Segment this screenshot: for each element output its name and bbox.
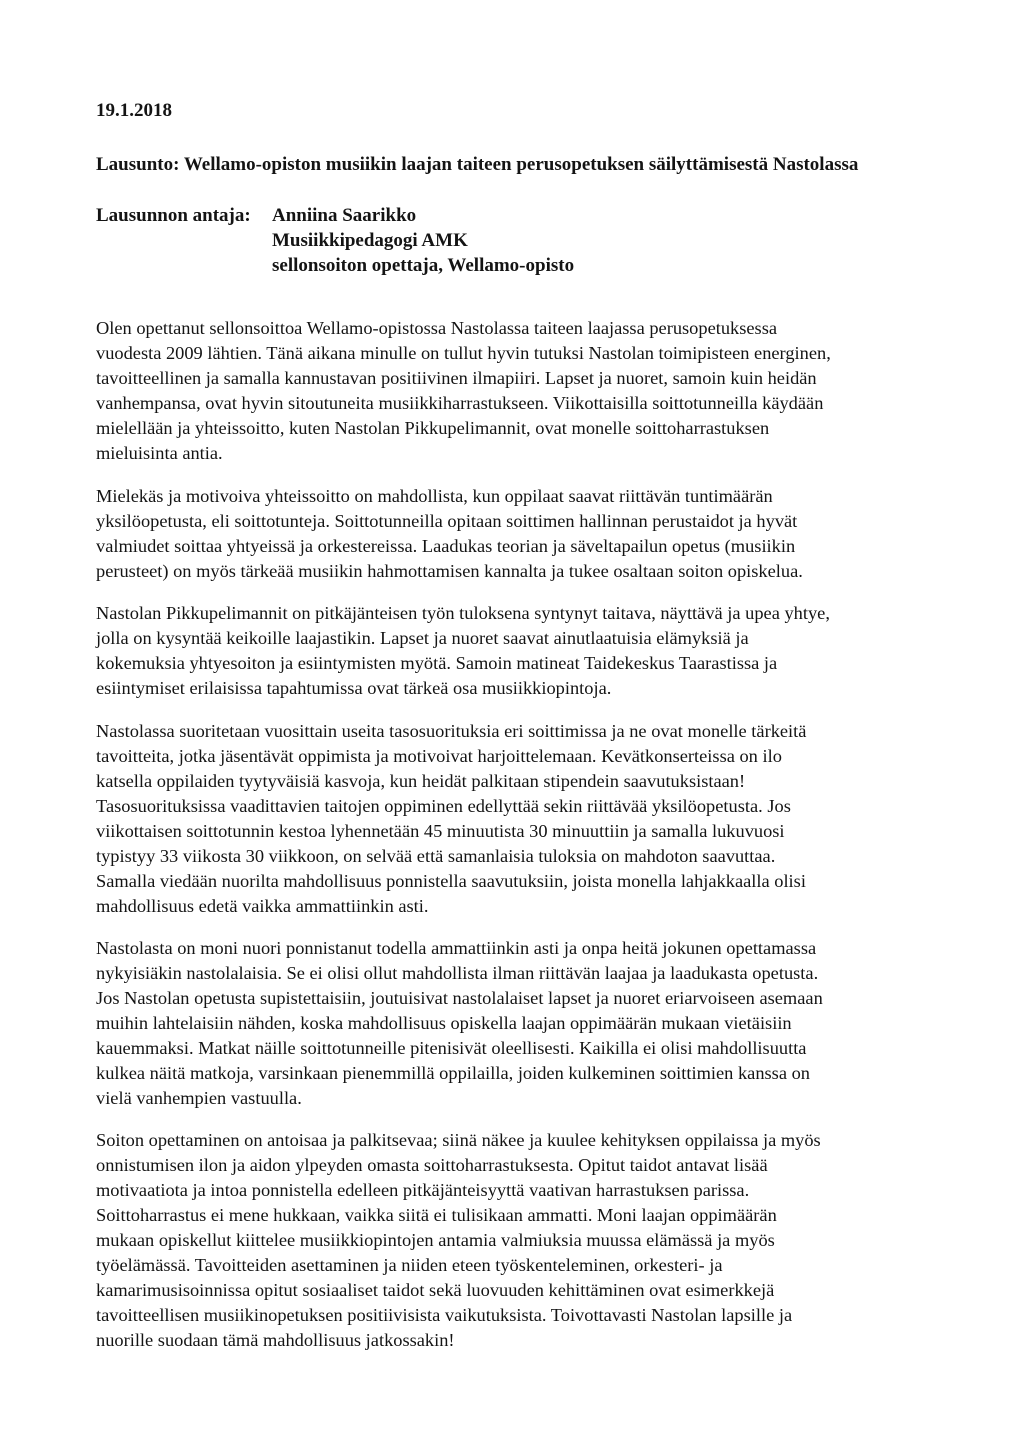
paragraph-line: Jos Nastolan opetusta supistettaisiin, joutuisivat nastolalaiset lapset ja nuoret eriarvoiseen asemaan: [96, 988, 823, 1008]
paragraph: [96, 719, 936, 919]
paragraph-line: mieluisinta antia.: [96, 443, 223, 463]
paragraph-line: vanhempansa, ovat hyvin sitoutuneita musiikkiharrastukseen. Viikottaisilla soittotunneilla käydään: [96, 393, 824, 413]
paragraph-line: Olen opettanut sellonsoittoa Wellamo-opistossa Nastolassa taiteen laajassa perusopetuksessa: [96, 318, 778, 338]
paragraph-line: muihin lahtelaisiin nähden, koska mahdollisuus opiskella laajan oppimäärän mukaan vietäisiin: [96, 1013, 792, 1033]
paragraph-line: Nastolan Pikkupelimannit on pitkäjänteisen työn tuloksena syntynyt taitava, näyttävä ja upea yhtye,: [96, 603, 830, 623]
paragraph-line: vuodesta 2009 lähtien. Tänä aikana minulle on tullut hyvin tutuksi Nastolan toimipisteen energinen,: [96, 343, 831, 363]
paragraph-line: tavoitteita, jotka jäsentävät oppimista ja motivoivat harjoittelemaan. Kevätkonserteissa on ilo: [96, 746, 782, 766]
paragraph: [96, 1128, 936, 1353]
statement-giver-block: [96, 203, 574, 278]
paragraph: [96, 484, 936, 584]
paragraph-line: Samalla viedään nuorilta mahdollisuus ponnistella saavutuksiin, joista monella lahjakkaalla olisi: [96, 871, 806, 891]
paragraph-line: Soiton opettaminen on antoisaa ja palkitsevaa; siinä näkee ja kuulee kehityksen oppilaissa ja myös: [96, 1130, 821, 1150]
paragraph-line: viikottaisen soittotunnin kestoa lyhennetään 45 minuutista 30 minuuttiin ja samalla lukuvuosi: [96, 821, 785, 841]
statement-giver-title: Musiikkipedagogi AMK: [272, 230, 468, 251]
paragraph-line: Mielekäs ja motivoiva yhteissoitto on mahdollista, kun oppilaat saavat riittävän tuntimäärän: [96, 486, 773, 506]
statement-giver-details: [272, 203, 574, 278]
paragraph-line: esiintymiset erilaisissa tapahtumissa ovat tärkeä osa musiikkiopintoja.: [96, 678, 612, 698]
paragraph-line: kamarimusisoinnissa opitut sosiaaliset taidot sekä luovuuden kehittäminen ovat esimerkkejä: [96, 1280, 775, 1300]
statement-giver-name: Anniina Saarikko: [272, 205, 417, 226]
document-subject: Lausunto: Wellamo-opiston musiikin laajan taiteen perusopetuksen säilyttämisestä Nastolassa: [96, 154, 859, 175]
paragraph-line: onnistumisen ilon ja aidon ylpeyden omasta soittoharrastuksesta. Opitut taidot antavat lisää: [96, 1155, 768, 1175]
paragraph-line: kokemuksia yhtyesoiton ja esiintymisten myötä. Samoin matineat Taidekeskus Taarastissa ja: [96, 653, 778, 673]
paragraph-line: perusteet) on myös tärkeää musiikin hahmottamisen kannalta ja tukee osaltaan soiton opiskelua.: [96, 561, 803, 581]
paragraph-line: typistyy 33 viikosta 30 viikkoon, on selvää että samanlaisia tuloksia on mahdoton saavuttaa.: [96, 846, 776, 866]
paragraph-line: Soittoharrastus ei mene hukkaan, vaikka siitä ei tulisikaan ammatti. Moni laajan oppimäärän: [96, 1205, 777, 1225]
statement-giver-role: sellonsoiton opettaja, Wellamo-opisto: [272, 255, 575, 276]
paragraph-line: yksilöopetusta, eli soittotunteja. Soittotunneilla opitaan soittimen hallinnan perustaidot ja hyvät: [96, 511, 798, 531]
paragraph-line: jolla on kysyntää keikoille laajastikin. Lapset ja nuoret saavat ainutlaatuisia elämyksiä ja: [96, 628, 749, 648]
paragraph-line: Nastolasta on moni nuori ponnistanut todella ammattiinkin asti ja onpa heitä jokunen opettamassa: [96, 938, 817, 958]
paragraph-line: valmiudet soittaa yhtyeissä ja orkestereissa. Laadukas teorian ja säveltapailun opetus (musiikin: [96, 536, 796, 556]
paragraph: [96, 316, 936, 466]
paragraph-line: Nastolassa suoritetaan vuosittain useita tasosuorituksia eri soittimissa ja ne ovat monelle tärkeitä: [96, 721, 807, 741]
paragraph-line: kauemmaksi. Matkat näille soittotunneille pitenisivät oleellisesti. Kaikilla ei olisi mahdollisuutta: [96, 1038, 807, 1058]
paragraph-line: kulkea näitä matkoja, varsinkaan pienemmillä oppilailla, joiden kulkeminen soittimien kanssa on: [96, 1063, 810, 1083]
paragraph-line: vielä vanhempien vastuulla.: [96, 1088, 302, 1108]
paragraph-line: katsella oppilaiden tyytyväisiä kasvoja, kun heidät palkitaan stipendein saavutuksistaan!: [96, 771, 746, 791]
paragraph: [96, 601, 936, 701]
statement-giver-label: Lausunnon antaja:: [96, 205, 251, 226]
paragraph-line: mahdollisuus edetä vaikka ammattiinkin asti.: [96, 896, 429, 916]
paragraph-line: Tasosuorituksissa vaadittavien taitojen oppiminen edellyttää sekin riittävää yksilöopetusta. Jos: [96, 796, 791, 816]
document-date: 19.1.2018: [96, 100, 172, 121]
paragraph-line: työelämässä. Tavoitteiden asettaminen ja niiden eteen työskenteleminen, orkesteri- ja: [96, 1255, 723, 1275]
paragraph: [96, 936, 936, 1111]
paragraph-line: tavoitteellinen ja samalla kannustavan positiivinen ilmapiiri. Lapset ja nuoret, samoin kuin heidän: [96, 368, 817, 388]
paragraph-line: nuorille suodaan tämä mahdollisuus jatkossakin!: [96, 1330, 455, 1350]
paragraph-line: mukaan opiskellut kiittelee musiikkiopintojen antamia valmiuksia muussa elämässä ja myös: [96, 1230, 775, 1250]
paragraph-line: motivaatiota ja intoa ponnistella edelleen pitkäjänteisyyttä vaativan harrastuksen parissa.: [96, 1180, 750, 1200]
paragraph-line: nykyisiäkin nastolalaisia. Se ei olisi ollut mahdollista ilman riittävän laajaa ja laadukasta opetusta.: [96, 963, 819, 983]
paragraph-line: tavoitteellisen musiikinopetuksen positiivisista vaikutuksista. Toivottavasti Nastolan lapsille ja: [96, 1305, 793, 1325]
paragraph-line: mielellään ja yhteissoitto, kuten Nastolan Pikkupelimannit, ovat monelle soittoharrastuksen: [96, 418, 770, 438]
